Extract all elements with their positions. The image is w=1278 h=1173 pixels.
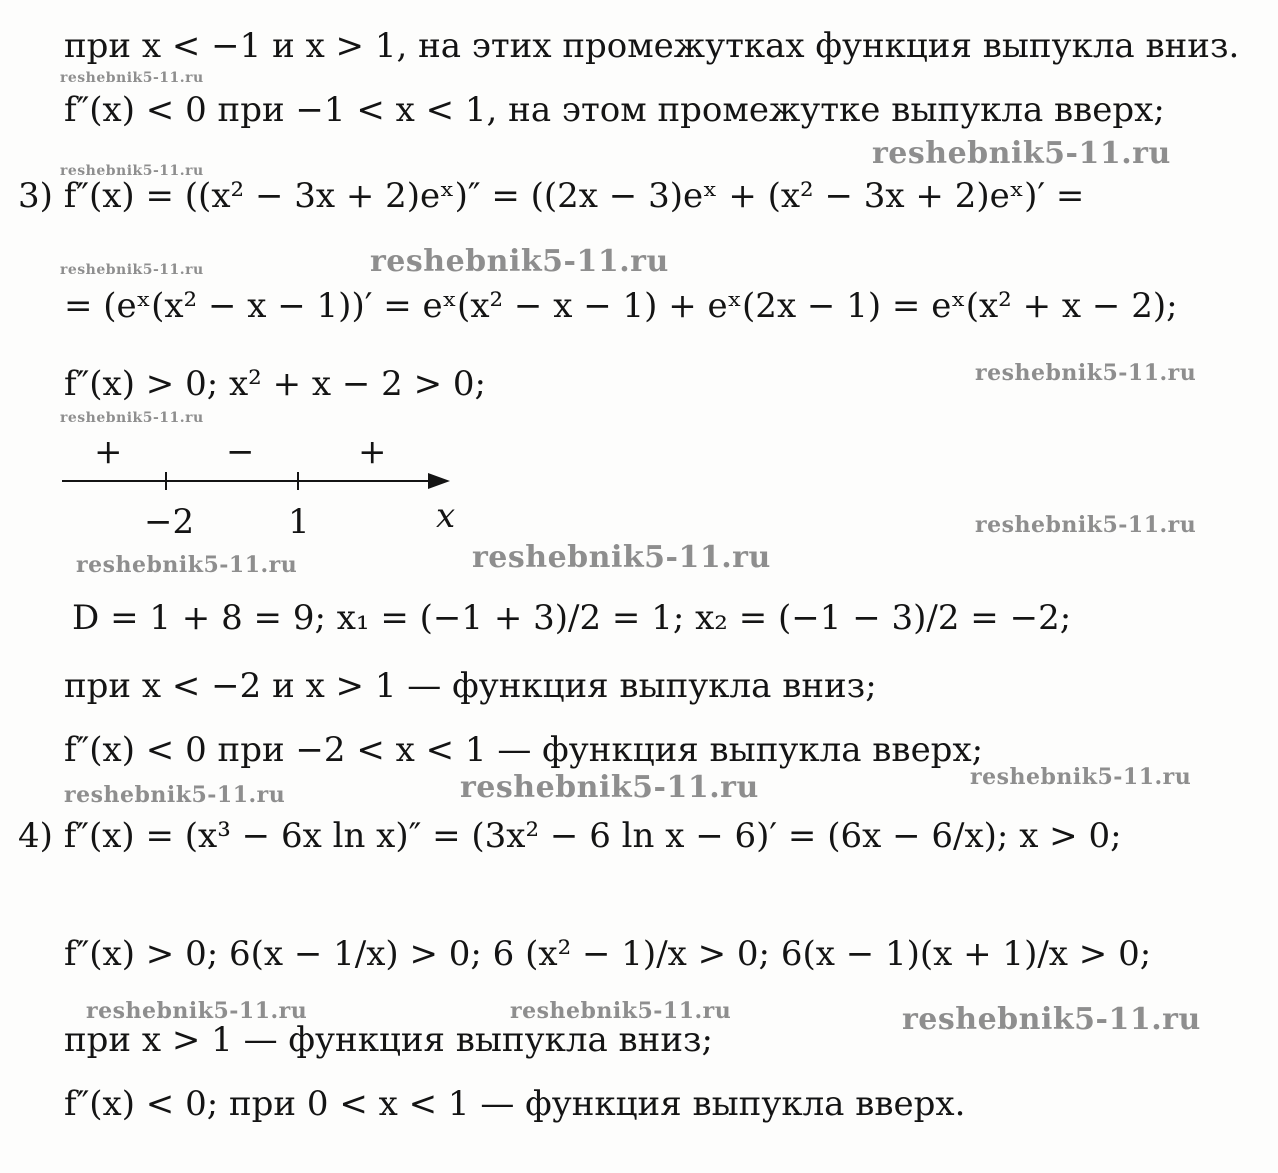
- text-line-7: при x < −2 и x > 1 — функция выпукла вниз;: [64, 666, 877, 706]
- watermark: reshebnik5-11.ru: [975, 360, 1197, 386]
- watermark: reshebnik5-11.ru: [60, 70, 204, 86]
- text-line-11: при x > 1 — функция выпукла вниз;: [64, 1020, 713, 1060]
- sign-interval-3: +: [358, 432, 387, 472]
- text-line-9: 4) f″(x) = (x³ − 6x ln x)″ = (3x² − 6 ln x − 6)′ = (6x − 6/x); x > 0;: [18, 816, 1122, 856]
- text-line-10: f″(x) > 0; 6(x − 1/x) > 0; 6 (x² − 1)/x > 0; 6(x − 1)(x + 1)/x > 0;: [64, 934, 1152, 974]
- watermark: reshebnik5-11.ru: [60, 410, 204, 426]
- watermark: reshebnik5-11.ru: [970, 764, 1192, 790]
- text-line-3: 3) f″(x) = ((x² − 3x + 2)eˣ)″ = ((2x − 3)eˣ + (x² − 3x + 2)eˣ)′ =: [18, 176, 1085, 216]
- point-label-minus-2: −2: [144, 502, 195, 542]
- watermark: reshebnik5-11.ru: [872, 136, 1171, 171]
- watermark: reshebnik5-11.ru: [975, 512, 1197, 538]
- text-line-12: f″(x) < 0; при 0 < x < 1 — функция выпукла вверх.: [64, 1084, 966, 1124]
- text-line-1: при x < −1 и x > 1, на этих промежутках функция выпукла вниз.: [64, 26, 1240, 66]
- watermark: reshebnik5-11.ru: [510, 998, 732, 1024]
- text-line-6: D = 1 + 8 = 9; x₁ = (−1 + 3)/2 = 1; x₂ = (−1 − 3)/2 = −2;: [72, 598, 1072, 638]
- watermark: reshebnik5-11.ru: [60, 163, 204, 179]
- watermark: reshebnik5-11.ru: [370, 244, 669, 279]
- point-label-1: 1: [288, 502, 310, 542]
- watermark: reshebnik5-11.ru: [460, 770, 759, 805]
- watermark: reshebnik5-11.ru: [60, 262, 204, 278]
- text-line-5: f″(x) > 0; x² + x − 2 > 0;: [64, 364, 486, 404]
- watermark: reshebnik5-11.ru: [86, 998, 308, 1024]
- text-line-8: f″(x) < 0 при −2 < x < 1 — функция выпукла вверх;: [64, 730, 984, 770]
- watermark: reshebnik5-11.ru: [902, 1002, 1201, 1037]
- watermark: reshebnik5-11.ru: [64, 782, 286, 808]
- text-line-2: f″(x) < 0 при −1 < x < 1, на этом промежутке выпукла вверх;: [64, 90, 1165, 130]
- axis-label-x: x: [436, 496, 456, 536]
- watermark: reshebnik5-11.ru: [472, 540, 771, 575]
- sign-interval-1: +: [94, 432, 123, 472]
- watermark: reshebnik5-11.ru: [76, 552, 298, 578]
- sign-interval-2: −: [226, 432, 255, 472]
- text-line-4: = (eˣ(x² − x − 1))′ = eˣ(x² − x − 1) + eˣ(2x − 1) = eˣ(x² + x − 2);: [64, 286, 1178, 326]
